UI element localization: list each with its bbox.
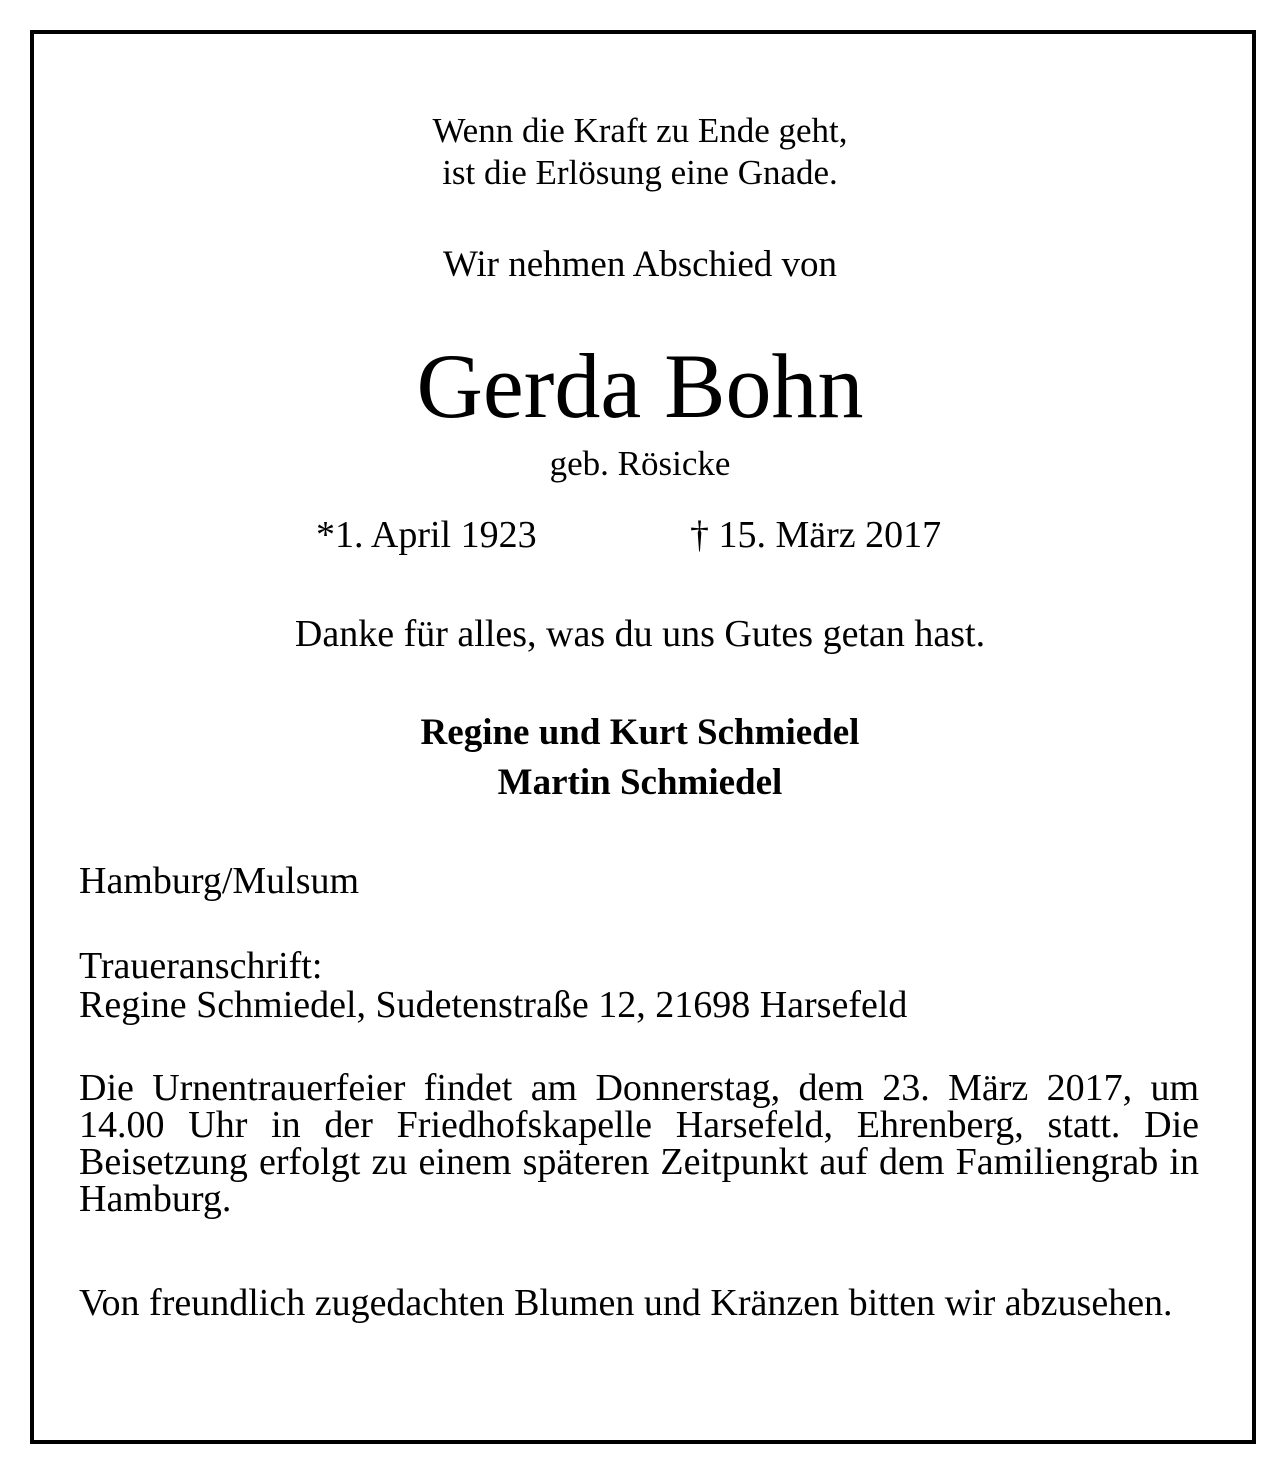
intro-text: Wir nehmen Abschied von (442, 244, 838, 285)
ceremony-text: Die Urnentrauerfeier findet am Donnerstag, dem 23. März 2017, um 14.00 Uhr in der Friedhofskapelle Harsefeld, Ehrenberg, statt. Die Beisetzung erfolgt zu einem späteren Zeitpunkt auf dem Familiengrab in Hamburg. (79, 1067, 1199, 1220)
death-date: † 15. März 2017 (690, 514, 942, 556)
address-text: Regine Schmiedel, Sudetenstraße 12, 21698 Harsefeld (79, 984, 908, 1026)
deceased-name: Gerda Bohn (416, 335, 864, 437)
thanks-text: Danke für alles, was du uns Gutes getan hast. (294, 613, 986, 655)
birth-date: *1. April 1923 (316, 514, 537, 556)
motto-line-1: Wenn die Kraft zu Ende geht, (432, 111, 848, 150)
address-label: Traueranschrift: (79, 945, 323, 987)
motto-line-2: ist die Erlösung eine Gnade. (442, 153, 838, 192)
mourner-line-2: Martin Schmiedel (497, 762, 783, 803)
place-text: Hamburg/Mulsum (79, 860, 360, 902)
mourner-line-1: Regine und Kurt Schmiedel (420, 712, 860, 753)
flowers-note: Von freundlich zugedachten Blumen und Kränzen bitten wir abzusehen. (79, 1282, 1173, 1324)
maiden-name: geb. Rösicke (549, 444, 731, 483)
